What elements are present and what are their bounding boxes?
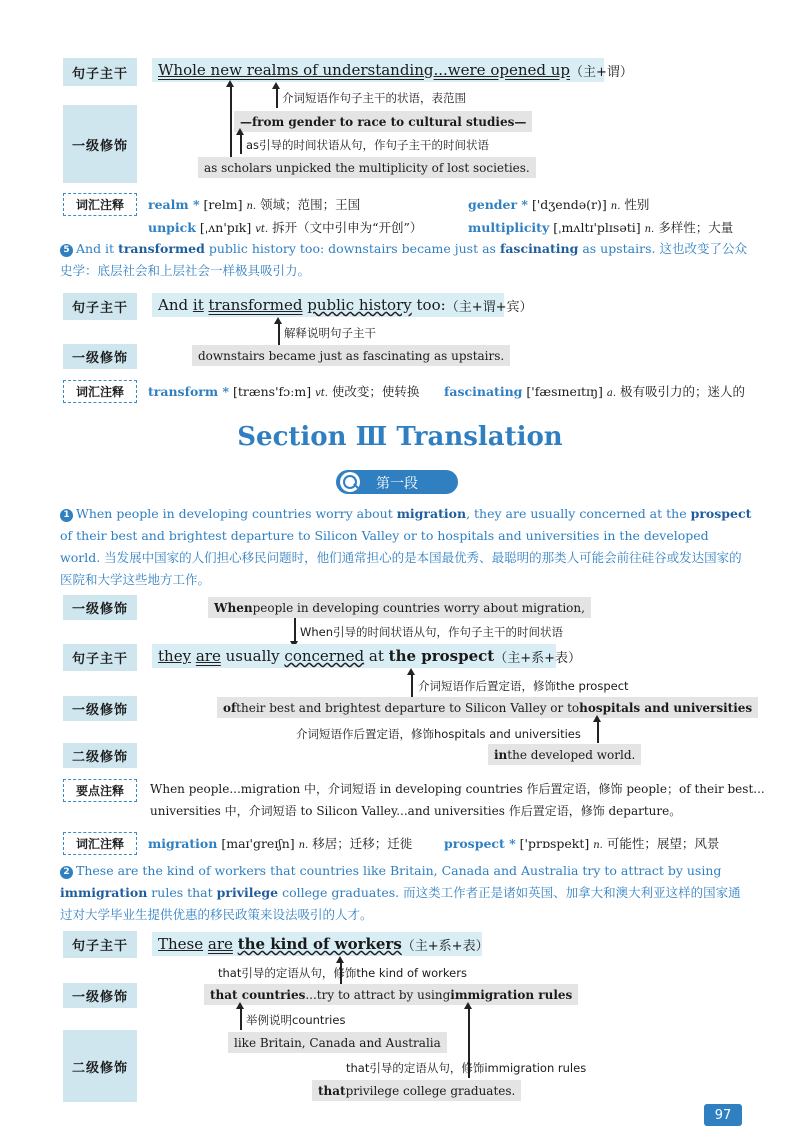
arrow-up [411, 674, 413, 698]
main-clause-box [152, 932, 489, 956]
main-clause-tag: （主+系+表） [494, 650, 581, 666]
vocab-entry-transform: transform * [træns'fɔːm] vt. 使改变；使转换 [148, 384, 420, 399]
label-main-clause: 句子主干 [63, 58, 137, 86]
translation-sentence-1: 1 When people in developing countries worry about migration, they are usually concerned at the prospect of their best and brightest departure to Silicon Valley or to hospitals and universities in the developed world. 当发展中国家的人们担心移民问题时，他们通常担心的是本国最优秀、最聪明的那类人可能会前往硅谷或发达国家的医院和大学这些地方工作。 [60, 506, 752, 587]
label-first-modifier: 一级修饰 [63, 105, 137, 183]
modifier-box [234, 111, 532, 132]
label-main-clause: 句子主干 [63, 293, 137, 320]
label-main-clause: 句子主干 [63, 644, 137, 671]
modifier-text: as scholars unpicked the multiplicity of lost societies. [204, 160, 530, 175]
label-first-modifier: 一级修饰 [63, 696, 137, 721]
annotation-note: 举例说明countries [246, 1013, 346, 1027]
main-clause-tag: （主+系+表） [401, 938, 489, 954]
word-subject: it [192, 296, 204, 314]
vocab-entry-migration: migration [maɪ'greɪʃn] n. 移居；迁移；迁徙 [148, 836, 413, 851]
modifier-box: that countries ...try to attract by using immigration rules [204, 984, 578, 1005]
word-subject: they [158, 647, 192, 665]
annotation-note: When引导的时间状语从句，作句子主干的时间状语 [300, 625, 564, 639]
word-predicative: concerned [284, 647, 365, 665]
modifier-box: that privilege college graduates. [312, 1080, 521, 1101]
annotation-note: 解释说明句子主干 [284, 326, 376, 340]
word-object: public history [307, 296, 412, 314]
modifier-box [228, 1032, 447, 1053]
annotation-note: 介词短语作句子主干的状语，表范围 [282, 91, 466, 105]
sentence-5: 5 And it transformed public history too: downstairs became just as fascinating as upstairs. 这也改变了公众史学：底层社会和上层社会一样极具吸引力。 [60, 241, 747, 278]
word-predicative: the kind of workers [237, 935, 402, 953]
label-first-modifier: 一级修饰 [63, 344, 137, 369]
label-key-points: 要点注释 [63, 779, 137, 802]
main-clause-tag: （主+谓+宾） [445, 299, 533, 315]
section-title: Section Ⅲ Translation [237, 422, 563, 452]
label-main-clause: 句子主干 [63, 931, 137, 958]
word-linking-verb: are [195, 647, 221, 665]
label-vocab: 词汇注释 [63, 380, 137, 403]
paragraph-pill-label: 第一段 [376, 476, 418, 492]
word: usually [225, 647, 280, 665]
word-linking-verb: are [207, 935, 233, 953]
arrow-up [278, 323, 280, 345]
main-clause-box [152, 58, 633, 82]
annotation-note: 介词短语作后置定语，修饰the prospect [418, 679, 629, 693]
paragraph-pill [336, 470, 458, 494]
annotation-note: 介词短语作后置定语，修饰hospitals and universities [296, 727, 581, 741]
sentence-number: 2 [60, 866, 73, 879]
arrow-up [240, 1008, 242, 1030]
modifier-text: downstairs became just as fascinating as upstairs. [198, 348, 505, 363]
word: And [158, 296, 189, 314]
sentence-number: 1 [60, 509, 73, 522]
key-point-line: universities 中，介词短语 to Silicon Valley...and universities 作后置定语，修饰 departure。 [150, 804, 682, 818]
label-vocab: 词汇注释 [63, 193, 137, 216]
modifier-text: like Britain, Canada and Australia [234, 1035, 441, 1050]
vocab-entry-prospect: prospect * ['prɒspekt] n. 可能性；展望；风景 [444, 836, 720, 851]
annotation-note: that引导的定语从句，修饰immigration rules [346, 1061, 587, 1075]
modifier-box [198, 157, 536, 178]
word: too: [416, 296, 446, 314]
main-clause-box [152, 293, 533, 317]
word-predicate: transformed [208, 296, 303, 314]
word-subject: These [158, 935, 204, 953]
arrow-up [240, 134, 242, 154]
vocab-entry-multiplicity: multiplicity [ˌmʌltɪ'plɪsəti] n. 多样性；大量 [468, 220, 734, 235]
sentence-number: 5 [60, 244, 73, 257]
annotation-note: as引导的时间状语从句，作句子主干的时间状语 [246, 138, 490, 152]
modifier-text: —from gender to race to cultural studies— [240, 114, 527, 129]
search-icon [340, 472, 360, 492]
label-second-modifier: 二级修饰 [63, 1030, 137, 1102]
arrow-up [276, 88, 278, 108]
vocab-entry-gender: gender * ['dʒendə(r)] n. 性别 [468, 197, 650, 212]
translation-sentence-2: 2 These are the kind of workers that countries like Britain, Canada and Australia try to attract by using immigration rules that privilege college graduates. 而这类工作者正是诸如英国、加拿大和澳大利亚这样的国家通过对大学毕业生提供优惠的移民政策来设法吸引的人才。 [60, 863, 741, 922]
modifier-box: in the developed world. [488, 744, 641, 765]
vocab-entry-realm: realm * [relm] n. 领域；范围；王国 [148, 197, 361, 212]
main-clause-text: Whole new realms of understanding...were opened up [158, 61, 571, 79]
page-number: 97 [704, 1104, 742, 1126]
word-bold: the prospect [388, 647, 495, 665]
key-point-line: When people...migration 中，介词短语 in developing countries 作后置定语，修饰 people；of their best... [150, 782, 765, 796]
arrow-up [597, 721, 599, 743]
main-clause-box [152, 644, 581, 668]
word: at [368, 647, 384, 665]
vocab-entry-fascinating: fascinating ['fæsɪneɪtɪŋ] a. 极有吸引力的；迷人的 [444, 384, 746, 399]
label-second-modifier: 二级修饰 [63, 743, 137, 768]
arrow-down [294, 618, 296, 642]
modifier-box: of their best and brightest departure to Silicon Valley or to hospitals and universities [217, 697, 758, 718]
main-clause-tag: （主+谓） [570, 64, 633, 80]
vocab-entry-unpick: unpick [ˌʌn'pɪk] vt. 拆开（文中引申为“开创”） [148, 220, 423, 235]
arrow-up [230, 86, 232, 166]
label-first-modifier: 一级修饰 [63, 983, 137, 1008]
modifier-box: When people in developing countries worry about migration, [208, 597, 591, 618]
label-first-modifier: 一级修饰 [63, 595, 137, 620]
modifier-box [192, 345, 510, 366]
label-vocab: 词汇注释 [63, 832, 137, 855]
annotation-note: that引导的定语从句，修饰the kind of workers [218, 966, 467, 980]
